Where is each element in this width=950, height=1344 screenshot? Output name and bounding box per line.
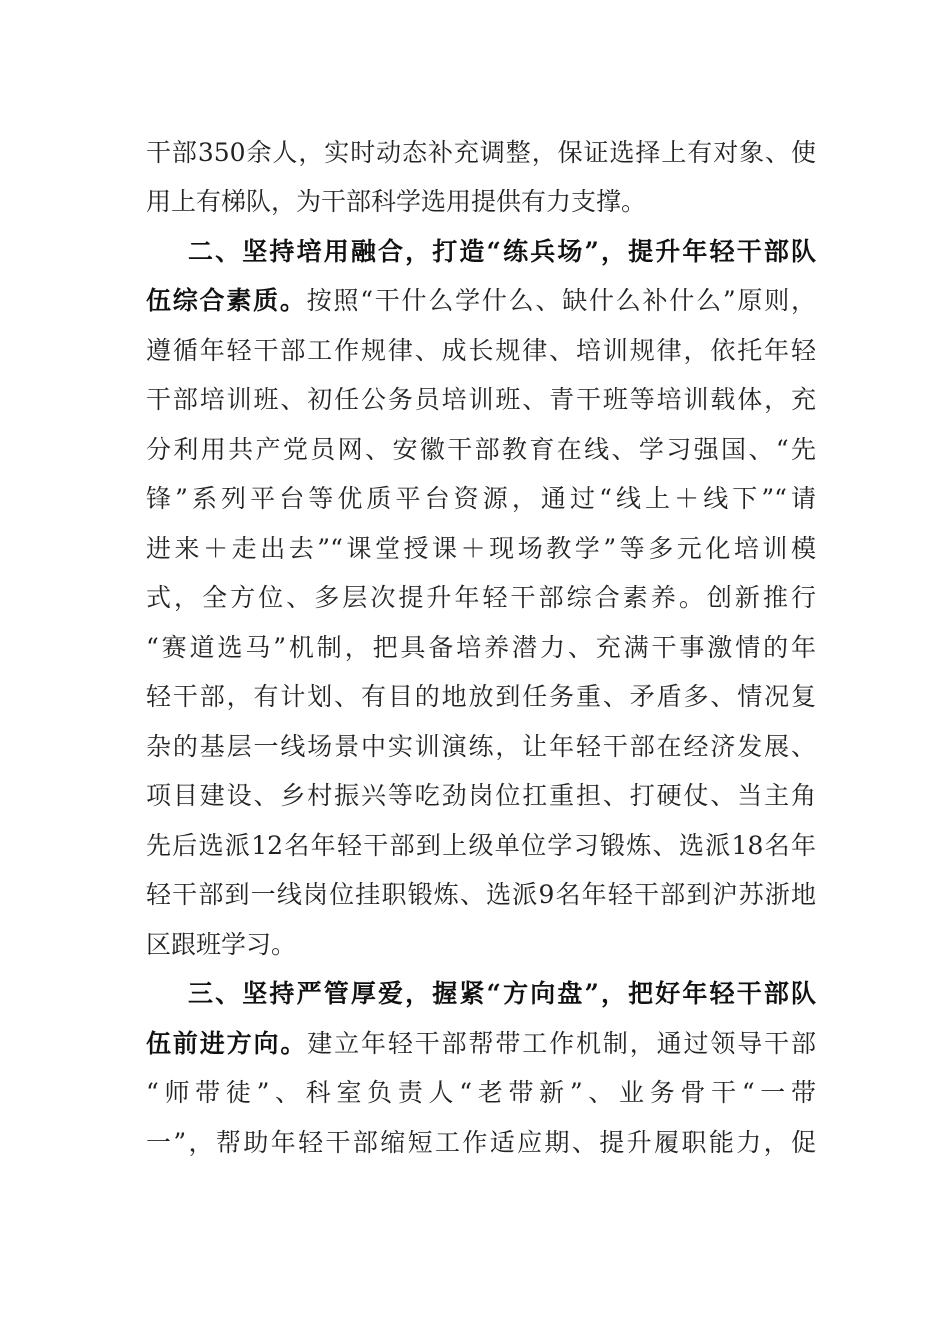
paragraph-line	[146, 133, 816, 173]
line-text: 轻干部到一线岗位挂职锻炼、选派9名年轻干部到沪苏浙地	[146, 880, 816, 909]
line-text: “师带徒”、科室负责人“老带新”、业务骨干“一带	[146, 1078, 816, 1107]
paragraph-line	[146, 331, 816, 371]
line-text: 一”，帮助年轻干部缩短工作适应期、提升履职能力，促	[146, 1128, 816, 1157]
paragraph-line	[146, 1024, 816, 1064]
line-text: 杂的基层一线场景中实训演练，让年轻干部在经济发展、	[146, 732, 816, 761]
line-text: 项目建设、乡村振兴等吃劲岗位扛重担、打硬仗、当主角	[146, 781, 816, 810]
section-heading-line	[188, 232, 816, 272]
line-text: 按照“干什么学什么、缺什么补什么”原则，	[306, 286, 816, 315]
heading-text: 三、坚持严管厚爱，握紧“方向盘”，把好年轻干部队	[188, 979, 816, 1008]
line-text: 式，全方位、多层次提升年轻干部综合素养。创新推行	[146, 583, 816, 612]
paragraph-line	[146, 529, 816, 569]
line-text: 区跟班学习。	[146, 930, 297, 959]
paragraph-line	[146, 578, 816, 618]
line-text: 用上有梯队，为干部科学选用提供有力支撑。	[146, 187, 647, 216]
paragraph-line	[146, 776, 816, 816]
paragraph-line	[146, 479, 816, 519]
line-text: 锋”系列平台等优质平台资源，通过“线上＋线下”“请	[146, 484, 816, 513]
line-text: 轻干部，有计划、有目的地放到任务重、矛盾多、情况复	[146, 682, 816, 711]
heading-text: 伍综合素质。	[146, 286, 307, 315]
heading-text: 伍前进方向。	[146, 1029, 308, 1058]
line-text: 遵循年轻干部工作规律、成长规律、培训规律，依托年轻	[146, 336, 816, 365]
heading-text: 二、坚持培用融合，打造“练兵场”，提升年轻干部队	[188, 237, 816, 266]
section-heading-line	[188, 974, 816, 1014]
paragraph-line	[146, 281, 816, 321]
paragraph-line	[146, 826, 816, 866]
line-text: 干部350余人，实时动态补充调整，保证选择上有对象、使	[146, 138, 816, 167]
line-text: 建立年轻干部帮带工作机制，通过领导干部	[307, 1029, 816, 1058]
line-text: 先后选派12名年轻干部到上级单位学习锻炼、选派18名年	[146, 831, 816, 860]
paragraph-line	[146, 727, 816, 767]
paragraph-line	[146, 1123, 816, 1163]
line-text: 进来＋走出去”“课堂授课＋现场教学”等多元化培训模	[146, 534, 816, 563]
line-text: 干部培训班、初任公务员培训班、青干班等培训载体，充	[146, 385, 816, 414]
paragraph-line	[146, 1073, 816, 1113]
paragraph-line	[146, 182, 816, 222]
line-text: “赛道选马”机制，把具备培养潜力、充满干事激情的年	[146, 633, 816, 662]
paragraph-line	[146, 430, 816, 470]
paragraph-line	[146, 380, 816, 420]
paragraph-line	[146, 677, 816, 717]
line-text: 分利用共产党员网、安徽干部教育在线、学习强国、“先	[146, 435, 816, 464]
paragraph-line	[146, 925, 816, 965]
paragraph-line	[146, 628, 816, 668]
paragraph-line	[146, 875, 816, 915]
